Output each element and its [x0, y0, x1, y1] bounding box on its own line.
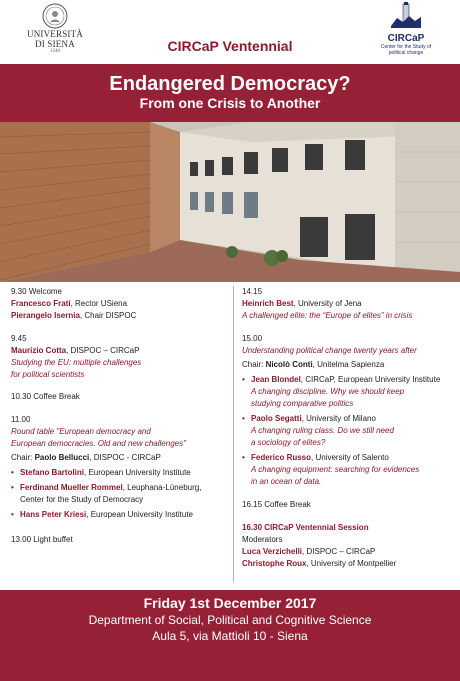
footer-banner — [0, 590, 460, 681]
moderator-role: , DISPOC – CIRCaP — [302, 547, 376, 556]
tower-icon — [389, 2, 423, 28]
speaker-role: , DISPOC – CIRCaP — [66, 346, 140, 355]
building-photo — [0, 122, 460, 282]
coffee-break: 16.15 Coffee Break — [242, 500, 311, 509]
speaker-name: Maurizio Cotta — [11, 346, 67, 355]
panelist-name: Ferdinand Mueller Rommel — [20, 483, 123, 492]
round-table-time: 11.00 — [11, 415, 31, 424]
talk-title: in an ocean of data. — [251, 477, 322, 486]
session-chair — [242, 360, 384, 370]
university-seal-icon — [42, 3, 68, 29]
chair-role: , Unitelma Sapienza — [312, 360, 385, 369]
talk-title: A challenged elite: the “Europe of elites” in crisis — [242, 311, 413, 320]
speaker-best — [242, 299, 362, 309]
panelist-role-continued: Center for the Study of Democracy — [20, 495, 144, 504]
chair-role: , DISPOC - CIRCaP — [89, 453, 161, 462]
bullet-icon: • — [11, 510, 14, 519]
bullet-icon: • — [242, 453, 245, 462]
panelist-kriesi — [11, 510, 193, 520]
event-title: CIRCaP Ventennial — [167, 38, 293, 54]
speaker-blondel — [242, 375, 454, 385]
speaker-role: , University of Salento — [311, 453, 389, 462]
chair-label: Chair: — [11, 453, 35, 462]
talk-title: A changing discipline. Why we should keep — [251, 387, 405, 396]
speaker-name: Pierangelo Isernia — [11, 311, 80, 320]
talk-title: studying comparative politics — [251, 399, 354, 408]
speaker-role: , University of Jena — [293, 299, 362, 308]
talk-title: a sociology of elites? — [251, 438, 326, 447]
panelist-name: Stefano Bartolini — [20, 468, 85, 477]
university-year: 1240 — [50, 49, 60, 54]
circap-logo — [376, 2, 436, 56]
coffee-break: 10.30 Coffee Break — [11, 392, 80, 401]
speaker-role: , University of Milano — [301, 414, 376, 423]
conference-title: Endangered Democracy? — [109, 73, 351, 95]
bullet-icon: • — [11, 468, 14, 477]
moderators-label: Moderators — [242, 535, 283, 544]
session-time: 15.00 — [242, 334, 263, 343]
speaker-name: Federico Russo — [251, 453, 312, 462]
speaker-role: , Rector USiena — [70, 299, 128, 308]
chair-name: Nicolò Conti — [265, 360, 313, 369]
bullet-icon: • — [242, 375, 245, 384]
speaker-role: , CIRCaP, European University Institute — [300, 375, 441, 384]
round-table-chair — [11, 453, 161, 463]
speaker-name: Jean Blondel — [251, 375, 301, 384]
panelist-role: , European University Institute — [86, 510, 193, 519]
moderator-name: Christophe Roux — [242, 559, 307, 568]
conference-subtitle: From one Crisis to Another — [139, 95, 321, 111]
speaker-segatti — [242, 414, 376, 424]
session-title: Understanding political change twenty years after — [242, 346, 417, 355]
panelist-mueller-rommel — [11, 483, 201, 493]
ventennial-session: 16.30 CIRCaP Ventennial Session — [242, 523, 369, 532]
building-image — [0, 122, 460, 282]
speaker-russo — [242, 453, 389, 463]
program — [0, 282, 460, 590]
speaker-name: Heinrich Best — [242, 299, 294, 308]
bullet-icon: • — [11, 483, 14, 492]
panelist-bartolini — [11, 468, 191, 478]
event-date: Friday 1st December 2017 — [143, 595, 317, 611]
talk-title: A changing ruling class. Do we still need — [251, 426, 394, 435]
speaker-isernia — [11, 311, 136, 321]
light-buffet: 13.00 Light buffet — [11, 535, 73, 544]
bullet-icon: • — [242, 414, 245, 423]
moderator-verzichelli — [242, 547, 375, 557]
speaker-cotta — [11, 346, 139, 356]
moderator-role: , University of Montpellier — [306, 559, 397, 568]
title-banner — [0, 64, 460, 122]
talk-title: A changing equipment: searching for evidences — [251, 465, 420, 474]
time-label: 9.30 — [11, 287, 27, 296]
talk-title: Studying the EU: multiple challenges — [11, 358, 142, 367]
circap-subtitle: Center for the Study of political change — [380, 44, 432, 56]
panelist-name: Hans Peter Kriesi — [20, 510, 87, 519]
round-table-title: European democracies. Old and new challenges" — [11, 439, 186, 448]
cotta-time: 9.45 — [11, 334, 27, 343]
panelist-role: , Leuphana-Lüneburg, — [122, 483, 202, 492]
speaker-name: Francesco Frati — [11, 299, 71, 308]
best-time: 14.15 — [242, 287, 263, 296]
round-table-title: Round table "European democracy and — [11, 427, 151, 436]
event-venue: Aula 5, via Mattioli 10 - Siena — [152, 629, 308, 643]
welcome-label: Welcome — [28, 287, 63, 296]
welcome-time — [11, 287, 62, 297]
event-department: Department of Social, Political and Cognitive Science — [88, 613, 372, 627]
moderator-roux — [242, 559, 396, 569]
talk-title: for political scientists — [11, 370, 85, 379]
chair-label: Chair: — [242, 360, 266, 369]
header — [0, 0, 460, 64]
speaker-name: Paolo Segatti — [251, 414, 302, 423]
speaker-frati — [11, 299, 127, 309]
circap-name: CIRCaP — [387, 33, 425, 44]
speaker-role: , Chair DISPOC — [79, 311, 137, 320]
moderator-name: Luca Verzichelli — [242, 547, 303, 556]
column-divider — [233, 286, 234, 582]
panelist-role: , European University Institute — [84, 468, 191, 477]
university-name: UNIVERSITÀ DI SIENA — [27, 29, 83, 49]
chair-name: Paolo Bellucci — [34, 453, 90, 462]
